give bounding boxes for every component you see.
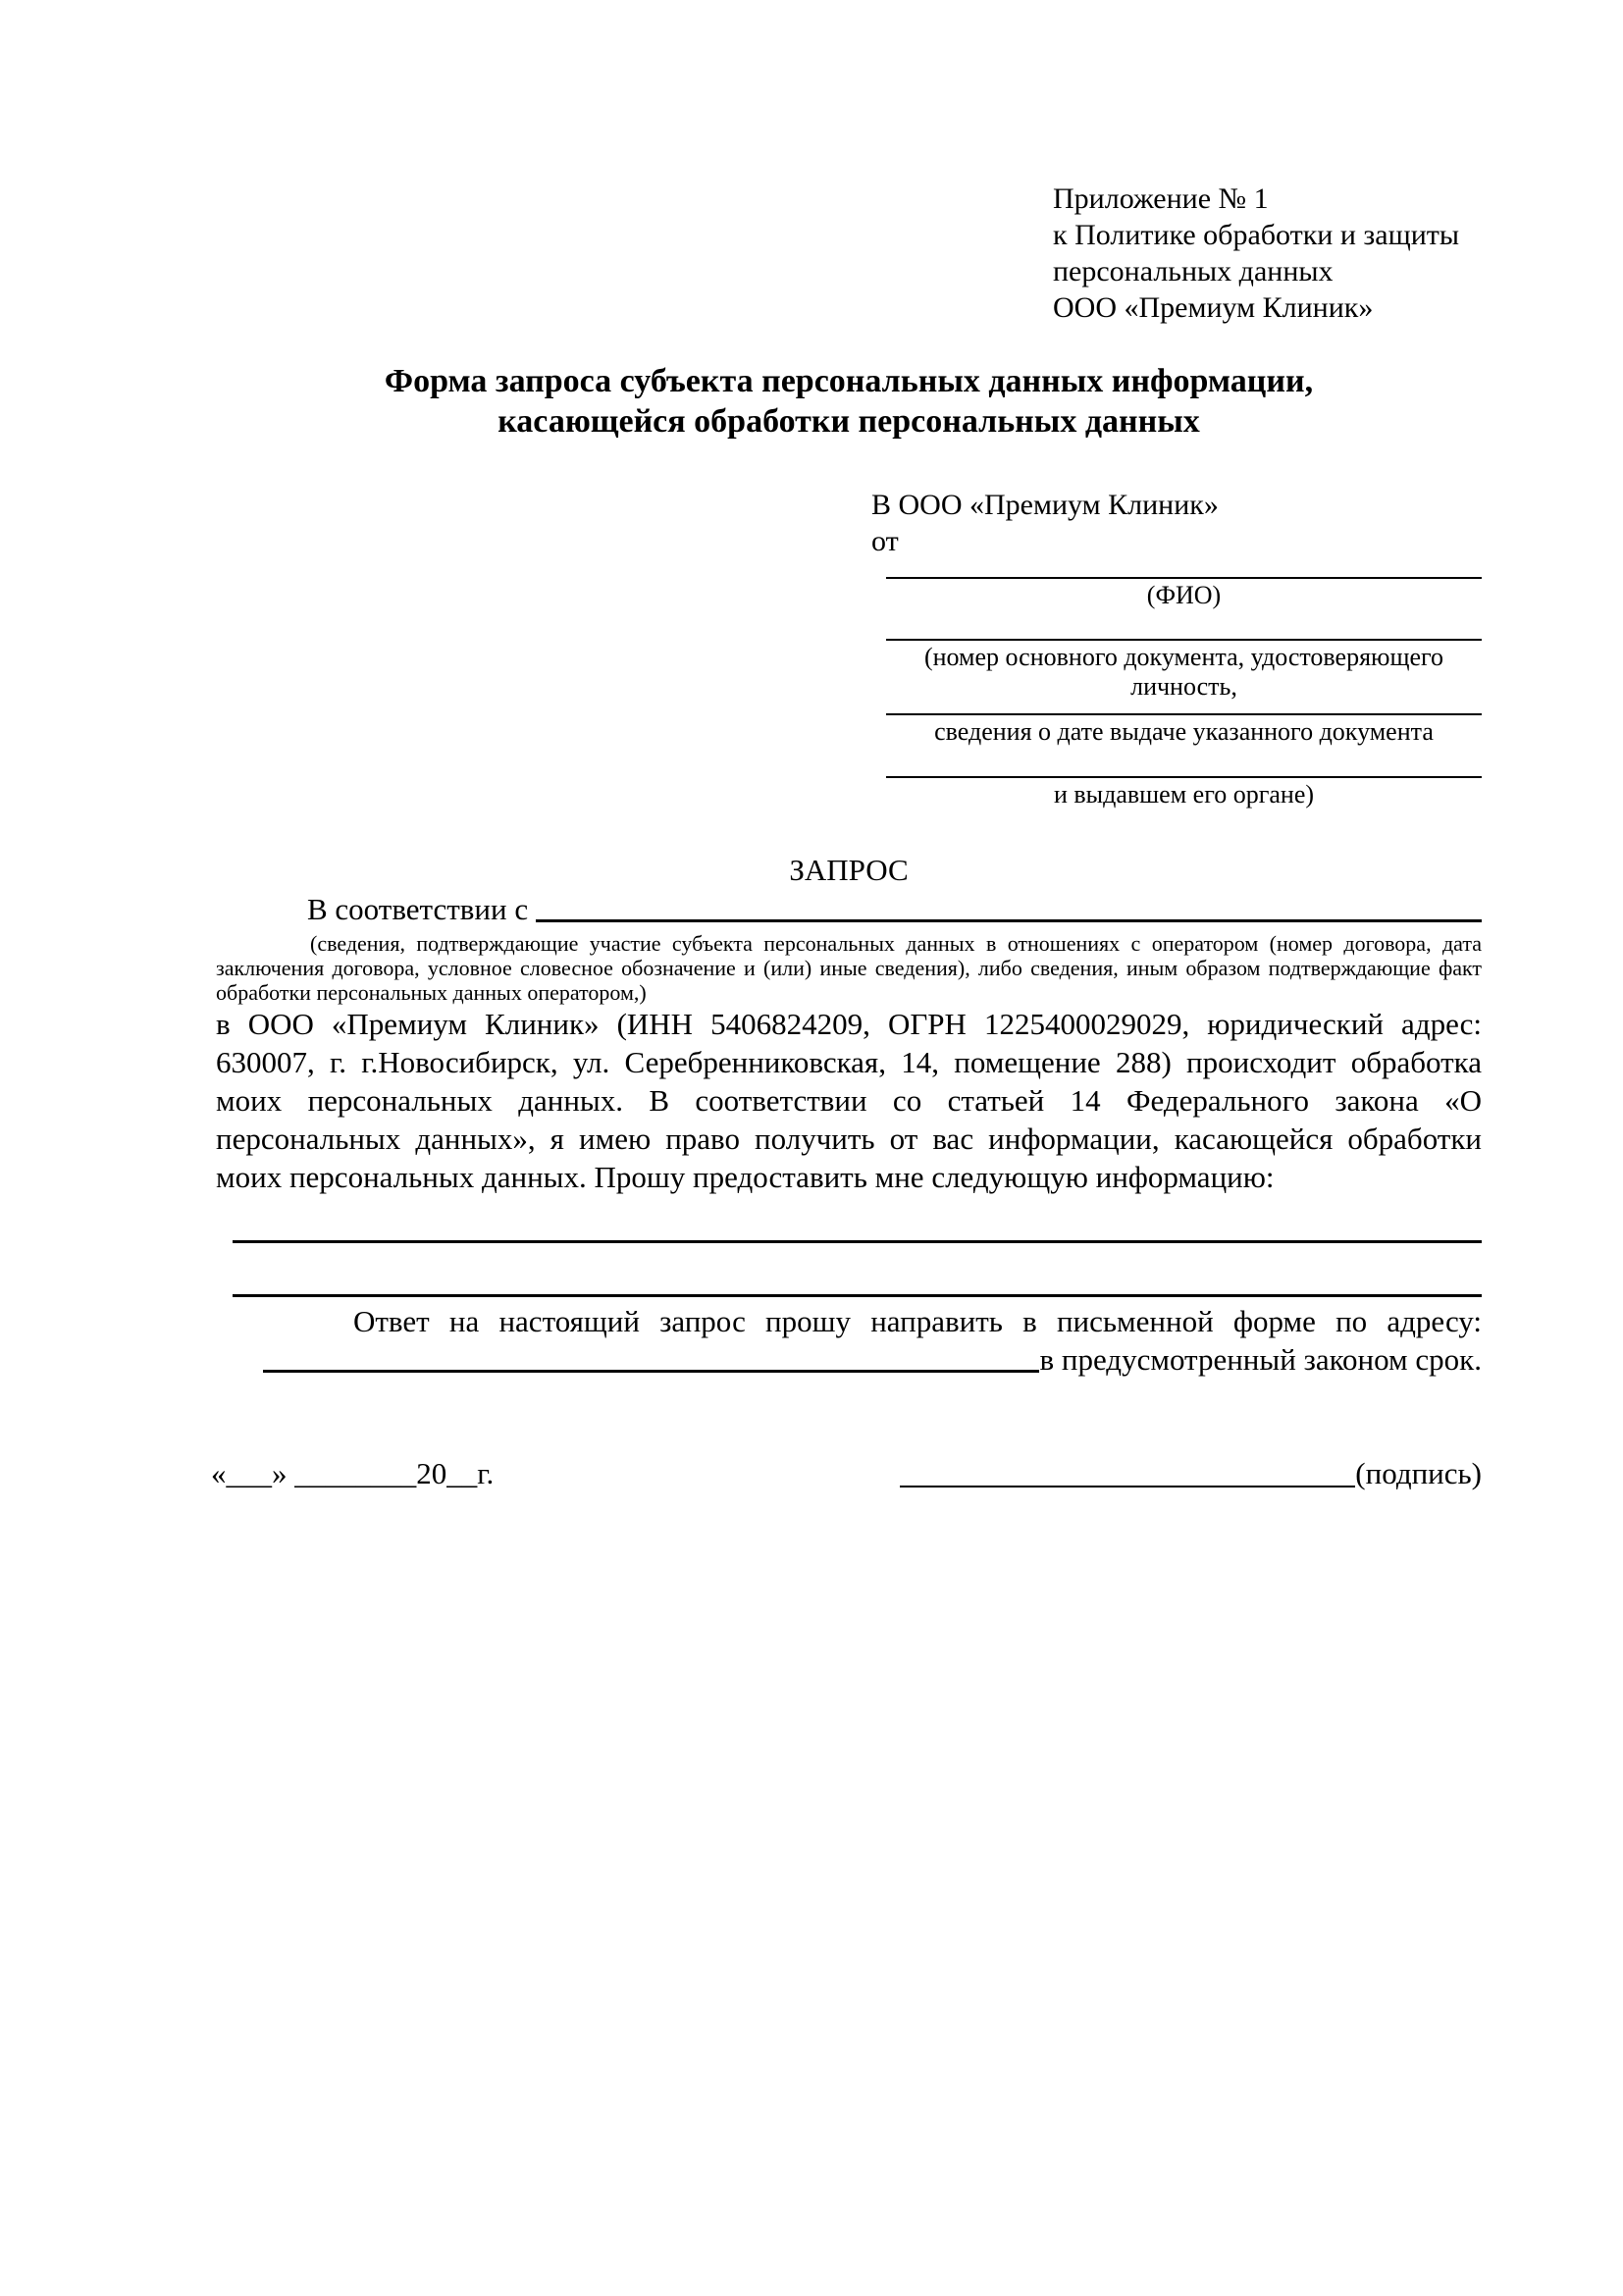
fio-caption: (ФИО) — [1146, 581, 1222, 609]
doc-number-blank-line[interactable] — [886, 639, 1482, 641]
doc-issue-date-blank-line[interactable] — [886, 713, 1482, 715]
addressee-from-label: от — [871, 525, 899, 557]
intro-blank-line[interactable] — [536, 890, 1482, 922]
signature-blank-line[interactable] — [900, 1456, 1355, 1487]
annex-line-2: к Политике обработки и защиты — [1053, 219, 1460, 251]
form-title-line-1: Форма запроса субъекта персональных данных информации, — [384, 363, 1314, 399]
doc-issuer-caption: и выдавшем его органе) — [1053, 780, 1315, 809]
reply-address-row — [216, 1340, 1482, 1378]
fio-blank-line[interactable] — [886, 577, 1482, 579]
doc-issue-date-caption: сведения о дате выдаче указанного документа — [934, 717, 1434, 746]
doc-issuer-blank-line[interactable] — [886, 776, 1482, 778]
signature-row — [900, 1456, 1482, 1491]
intro-row — [216, 890, 1482, 927]
annex-line-1: Приложение № 1 — [1053, 183, 1269, 215]
date-blank[interactable]: «___» ________20__г. — [211, 1456, 495, 1490]
info-blank-line-1[interactable] — [233, 1240, 1482, 1243]
request-body: в ООО «Премиум Клиник» (ИНН 5406824209, ОГРН 1225400029029, юридический адрес: 630007, г. г.Новосибирск, ул. Серебренниковская, 14, помещение 288) происходит обработка моих персональных данных. В соответствии со статьей 14 Федерального закона «О персональных данных», я имею право получить от вас информации, касающейся обработки моих персональных данных. Прошу предоставить мне следующую информацию: — [216, 1007, 1482, 1194]
reply-suffix: в предусмотренный законом срок. — [1039, 1342, 1482, 1377]
address-blank-line[interactable] — [263, 1340, 1039, 1373]
intro-prefix: В соответствии с — [307, 892, 529, 926]
form-title-line-2: касающейся обработки персональных данных — [497, 403, 1200, 440]
reply-sentence: Ответ на настоящий запрос прошу направить в письменной форме по адресу: — [353, 1304, 1482, 1338]
reply-indent-spacer — [216, 1340, 255, 1378]
signature-caption: (подпись) — [1355, 1456, 1482, 1490]
request-heading: ЗАПРОС — [789, 853, 909, 887]
annex-line-4: ООО «Премиум Клиник» — [1053, 291, 1374, 324]
intro-note: (сведения, подтверждающие участие субъекта персональных данных в отношениях с оператором (номер договора, дата заключения договора, условное словесное обозначение и (или) иные сведения), либо сведения, иным образом подтверждающие факт обработки персональных данных оператором,) — [216, 931, 1482, 1005]
annex-line-3: персональных данных — [1053, 255, 1334, 287]
doc-number-caption: (номер основного документа, удостоверяющего личность, — [923, 643, 1444, 701]
info-blank-line-2[interactable] — [233, 1294, 1482, 1297]
annex-header — [1053, 181, 1504, 326]
addressee-to: В ООО «Премиум Клиник» — [871, 489, 1219, 521]
